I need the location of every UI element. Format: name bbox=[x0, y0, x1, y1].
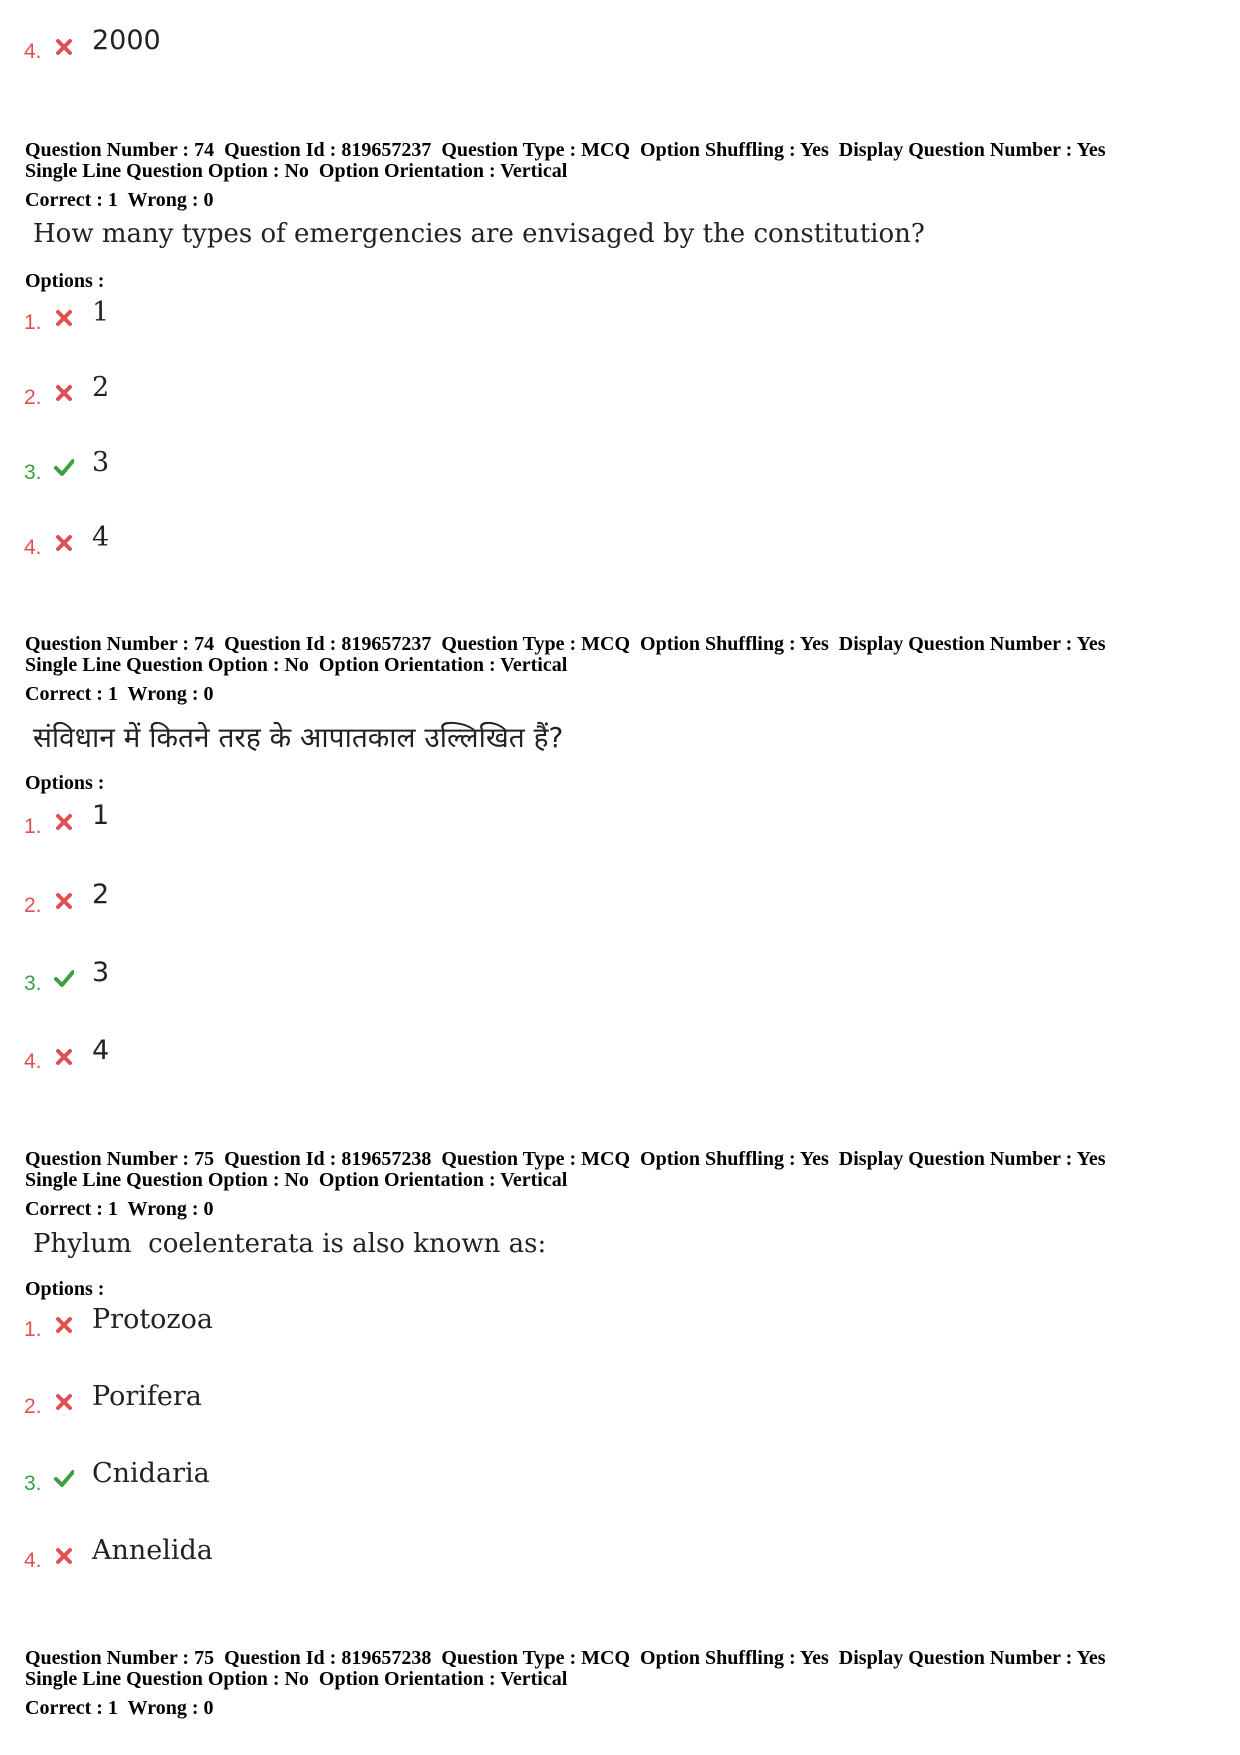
option-text: 3 bbox=[92, 957, 110, 988]
wrong-icon bbox=[54, 1047, 74, 1067]
option-text: 1 bbox=[92, 297, 110, 328]
option-number: 1. bbox=[24, 1318, 42, 1341]
option-number: 1. bbox=[24, 311, 42, 334]
wrong-icon bbox=[54, 1546, 74, 1566]
option-number: 4. bbox=[24, 536, 42, 559]
wrong-icon bbox=[54, 37, 74, 57]
question-meta-line-2: Single Line Question Option : No Option Orientation : Vertical bbox=[25, 1169, 568, 1191]
option-number: 2. bbox=[24, 894, 42, 917]
wrong-icon bbox=[54, 1392, 74, 1412]
check-icon bbox=[54, 968, 74, 988]
option-text: Cnidaria bbox=[92, 1458, 210, 1489]
option-number: 3. bbox=[24, 1472, 42, 1495]
option-text: 4 bbox=[92, 522, 110, 553]
option-number: 3. bbox=[24, 461, 42, 484]
wrong-icon bbox=[54, 891, 74, 911]
question-score: Correct : 1 Wrong : 0 bbox=[25, 1198, 214, 1220]
question-score: Correct : 1 Wrong : 0 bbox=[25, 189, 214, 211]
question-meta-line-2: Single Line Question Option : No Option Orientation : Vertical bbox=[25, 160, 568, 182]
option-number: 2. bbox=[24, 1395, 42, 1418]
wrong-icon bbox=[54, 308, 74, 328]
check-icon bbox=[54, 457, 74, 477]
question-meta-line-1: Question Number : 75 Question Id : 819657238 Question Type : MCQ Option Shuffling : Yes Display Question Number : Yes bbox=[25, 1647, 1106, 1669]
option-text: 3 bbox=[92, 447, 110, 478]
question-score: Correct : 1 Wrong : 0 bbox=[25, 683, 214, 705]
option-text: Porifera bbox=[92, 1381, 202, 1412]
question-text: How many types of emergencies are envisaged by the constitution? bbox=[33, 219, 925, 249]
question-meta-line-1: Question Number : 74 Question Id : 819657237 Question Type : MCQ Option Shuffling : Yes Display Question Number : Yes bbox=[25, 633, 1106, 655]
option-number: 4. bbox=[24, 40, 42, 63]
check-icon bbox=[54, 1468, 74, 1488]
wrong-icon bbox=[54, 383, 74, 403]
option-text: Protozoa bbox=[92, 1304, 214, 1335]
option-number: 2. bbox=[24, 386, 42, 409]
option-number: 4. bbox=[24, 1050, 42, 1073]
question-meta-line-2: Single Line Question Option : No Option Orientation : Vertical bbox=[25, 1668, 568, 1690]
option-text: 4 bbox=[92, 1035, 110, 1066]
question-meta-line-1: Question Number : 75 Question Id : 819657238 Question Type : MCQ Option Shuffling : Yes Display Question Number : Yes bbox=[25, 1148, 1106, 1170]
options-label: Options : bbox=[25, 270, 105, 292]
wrong-icon bbox=[54, 812, 74, 832]
question-meta-line-2: Single Line Question Option : No Option Orientation : Vertical bbox=[25, 654, 568, 676]
question-score: Correct : 1 Wrong : 0 bbox=[25, 1697, 214, 1719]
option-text: 2 bbox=[92, 879, 110, 910]
option-text: 1 bbox=[92, 800, 110, 831]
question-meta-line-1: Question Number : 74 Question Id : 819657237 Question Type : MCQ Option Shuffling : Yes Display Question Number : Yes bbox=[25, 139, 1106, 161]
option-text: Annelida bbox=[92, 1535, 213, 1566]
option-text: 2 bbox=[92, 372, 110, 403]
wrong-icon bbox=[54, 1315, 74, 1335]
question-text: संविधान में कितने तरह के आपातकाल उल्लिखित हैं? bbox=[33, 721, 564, 754]
option-text: 2000 bbox=[92, 25, 161, 56]
options-label: Options : bbox=[25, 1278, 105, 1300]
question-text: Phylum coelenterata is also known as: bbox=[33, 1229, 547, 1259]
option-number: 1. bbox=[24, 815, 42, 838]
options-label: Options : bbox=[25, 772, 105, 794]
wrong-icon bbox=[54, 533, 74, 553]
option-number: 4. bbox=[24, 1549, 42, 1572]
option-number: 3. bbox=[24, 972, 42, 995]
